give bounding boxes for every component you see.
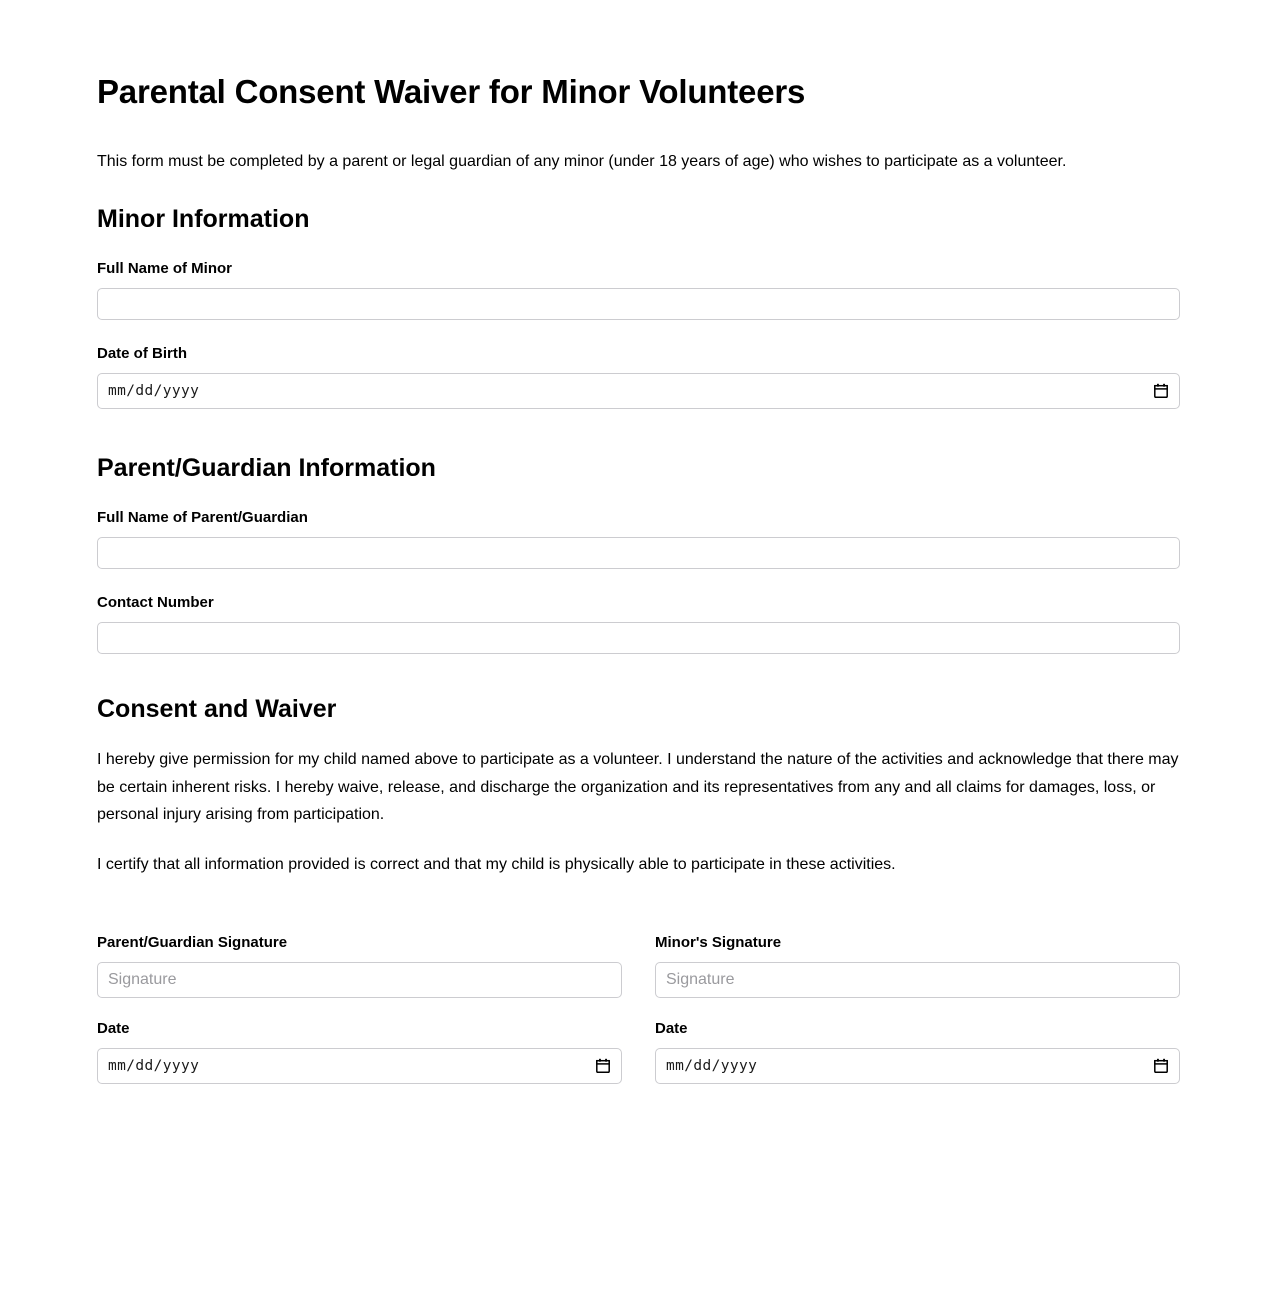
input-minor-signature-date[interactable] [655,1048,1180,1084]
minor-signature-date-placeholder-text: mm/dd/yyyy [666,1058,758,1075]
input-parent-guardian-signature[interactable] [97,962,622,998]
consent-paragraph-2: I certify that all information provided is correct and that my child is physically able to participate in these activities. [97,855,896,873]
field-minor-date-of-birth [97,345,1180,409]
field-minor-signature [655,934,1180,998]
section-heading-parent-guardian-information: Parent/Guardian Information [97,454,436,483]
label-full-name-of-parent-guardian: Full Name of Parent/Guardian [97,509,308,527]
section-heading-consent-and-waiver: Consent and Waiver [97,695,337,724]
field-minor-full-name [97,260,1180,320]
date-of-birth-placeholder-text: mm/dd/yyyy [108,383,200,400]
label-parent-guardian-signature: Parent/Guardian Signature [97,934,288,952]
input-date-of-birth[interactable] [97,373,1180,409]
signature-row [97,934,1180,1084]
consent-paragraph-1: I hereby give permission for my child named above to participate as a volunteer. I understand the nature of the activities and acknowledge that there may be certain inherent risks. I hereby waive, release, and discharge the organization and its representatives from any and all claims for damages, loss, or personal injury arising from participation. [97,751,1179,824]
input-full-name-of-minor[interactable] [97,288,1180,320]
label-date-of-birth: Date of Birth [97,345,187,363]
parent-signature-date-placeholder-text: mm/dd/yyyy [108,1058,200,1075]
label-contact-number: Contact Number [97,594,214,612]
input-minor-signature[interactable] [655,962,1180,998]
signature-column-minor [655,934,1180,1084]
input-full-name-of-parent-guardian[interactable] [97,537,1180,569]
label-minor-signature: Minor's Signature [655,934,782,952]
signature-column-parent [97,934,622,1084]
field-parent-signature [97,934,622,998]
calendar-icon[interactable] [596,1059,610,1074]
label-full-name-of-minor: Full Name of Minor [97,260,232,278]
field-parent-contact-number [97,594,1180,654]
field-parent-signature-date [97,1020,622,1084]
calendar-icon[interactable] [1154,384,1168,399]
input-parent-signature-date[interactable] [97,1048,622,1084]
label-parent-signature-date: Date [97,1020,130,1038]
field-parent-full-name [97,509,1180,569]
field-minor-signature-date [655,1020,1180,1084]
input-contact-number[interactable] [97,622,1180,654]
calendar-icon[interactable] [1154,1059,1168,1074]
label-minor-signature-date: Date [655,1020,688,1038]
page-title: Parental Consent Waiver for Minor Volunteers [97,73,806,110]
section-heading-minor-information: Minor Information [97,205,310,234]
form-intro-text: This form must be completed by a parent or legal guardian of any minor (under 18 years of age) who wishes to participate as a volunteer. [97,152,1067,170]
